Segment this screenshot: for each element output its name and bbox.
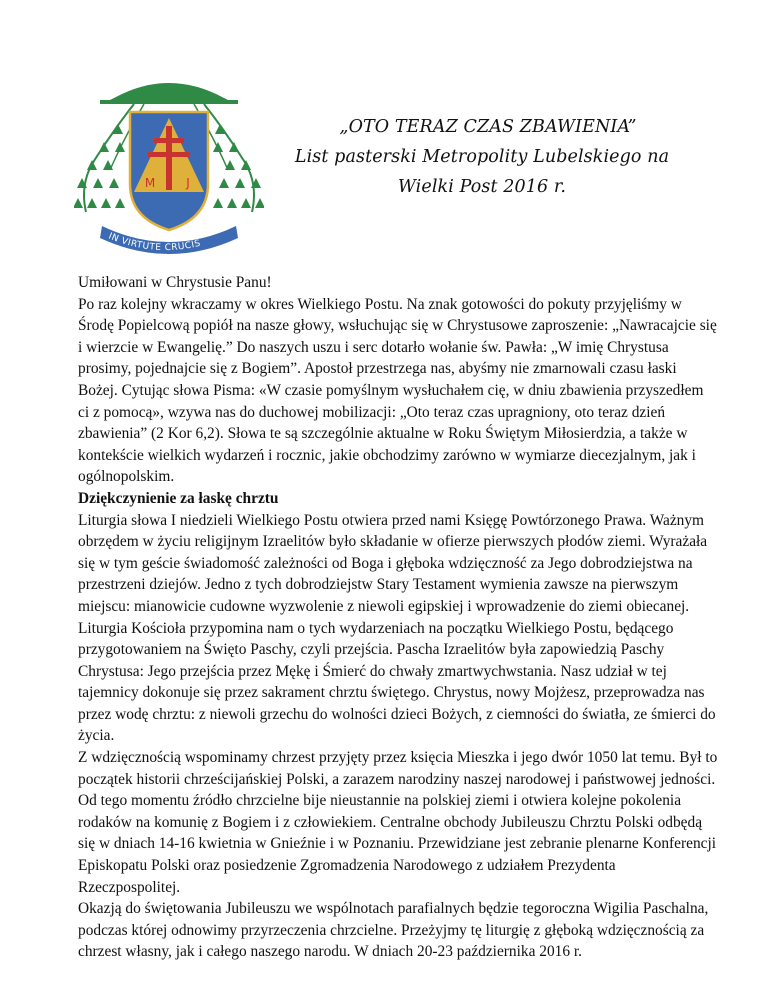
title-line-2: List pasterski Metropolity Lubelskiego na: [294, 147, 670, 167]
section-heading: Dziękczynienie za łaskę chrztu: [78, 489, 279, 507]
hat-brim: [100, 100, 238, 104]
hat-cord-right: [204, 104, 254, 212]
paragraph-intro: Po raz kolejny wkraczamy w okres Wielkiego Postu. Na znak gotowości do pokuty przyjęliśmy w Środę Popielcową popiół na nasze głowy, wsłuchując się w Chrystusowe zaproszenie: „Nawracajcie się i wierzcie w Ewangelię.” Do naszych uszu i serc dotarło wołanie św. Pawła: „W imię Chrystusa prosimy, pojednajcie się z Bogiem”. Apostoł przestrzega nas, abyśmy nie zmarnowali czasu łaski Bożej. Cytując słowa Pisma: «W czasie pomyślnym wysłuchałem cię, w dniu zbawienia przyszedłem ci z pomocą», wzywa nas do duchowej mobilizacji: „Oto teraz czas upragniony, oto teraz dzień zbawienia” (2 Kor 6,2). Słowa te są szczególnie aktualne w Roku Świętym Miłosierdzia, a także w kontekście wielkich wydarzeń i rocznic, jakie obchodzimy zarówno w wymiarze diecezjalnym, jak i ogólnopolskim.: [78, 295, 717, 486]
tassels-left: [74, 124, 125, 208]
motto-textpath: IN VIRTUTE CRUCIS: [106, 231, 202, 254]
letter-left: M: [144, 176, 156, 190]
paragraph-pascha: Liturgia Kościoła przypomina nam o tych wydarzeniach na początku Wielkiego Postu, będącego przygotowaniem na Święto Paschy, czyli przejścia. Pascha Izraelitów była zapowiedzią Paschy Chrystusa: Jego przejścia przez Mękę i Śmierć do chwały zmartwychwstania. Nasz udział w tej tajemnicy dokonuje się przez sakrament chrztu świętego. Chrystus, nowy Mojżesz, przeprowadza nas przez wodę chrztu: z niewoli grzechu do wolności dzieci Bożych, z ciemności do światła, ze śmierci do życia.: [78, 619, 716, 745]
title-line-1: „OTO TERAZ CZAS ZBAWIENIA”: [339, 117, 637, 137]
tassels-right: [213, 124, 264, 208]
galero-hat: [106, 83, 232, 102]
title-line-3: Wielki Post 2016 r.: [397, 177, 567, 197]
letter-right: J: [186, 176, 190, 190]
coat-of-arms-emblem: [74, 72, 264, 257]
paragraph-liturgy: Liturgia słowa I niedzieli Wielkiego Postu otwiera przed nami Księgę Powtórzonego Prawa. Ważnym obrzędem w życiu religijnym Izraelitów było składanie w ofierze pierwszych płodów ziemi. Wyrażała się w tym geście świadomość zależności od Boga i głęboka wdzięczność za Jego dobrodziejstwa na przestrzeni dziejów. Jedno z tych dobrodziejstw Stary Testament wymienia zawsze na pierwszym miejscu: mianowicie cudowne wyzwolenie z niewoli egipskiej i wprowadzenie do ziemi obiecanej.: [78, 511, 708, 615]
letter-body: [78, 272, 718, 963]
paragraph-vigil: Okazją do świętowania Jubileuszu we wspólnotach parafialnych będzie tegoroczna Wigilia Paschalna, podczas której odnowimy przyrzeczenia chrzcielne. Przeżyjmy tę liturgię z głęboką wdzięcznością za chrzest własny, jak i całego naszego narodu. W dniach 20-23 października 2016 r.: [78, 900, 709, 961]
letter-title: [258, 112, 706, 202]
hat-cord-left: [84, 104, 134, 212]
greeting: Umiłowani w Chrystusie Panu!: [78, 274, 272, 291]
paragraph-baptism: Z wdzięcznością wspominamy chrzest przyjęty przez księcia Mieszka i jego dwór 1050 lat temu. Był to początek historii chrześcijańskiej Polski, a zarazem narodziny naszej narodowej i państwowej jedności. Od tego momentu źródło chrzcielne bije nieustannie na polskiej ziemi i otwiera kolejne pokolenia rodaków na komunię z Bogiem i z człowiekiem. Centralne obchody Jubileuszu Chrztu Polski odbędą się w dniach 14-16 kwietnia w Gnieźnie i w Poznaniu. Przewidziane jest zebranie plenarne Konferencji Episkopatu Polski oraz posiedzenie Zgromadzenia Narodowego z udziałem Prezydenta Rzeczpospolitej.: [78, 749, 718, 896]
